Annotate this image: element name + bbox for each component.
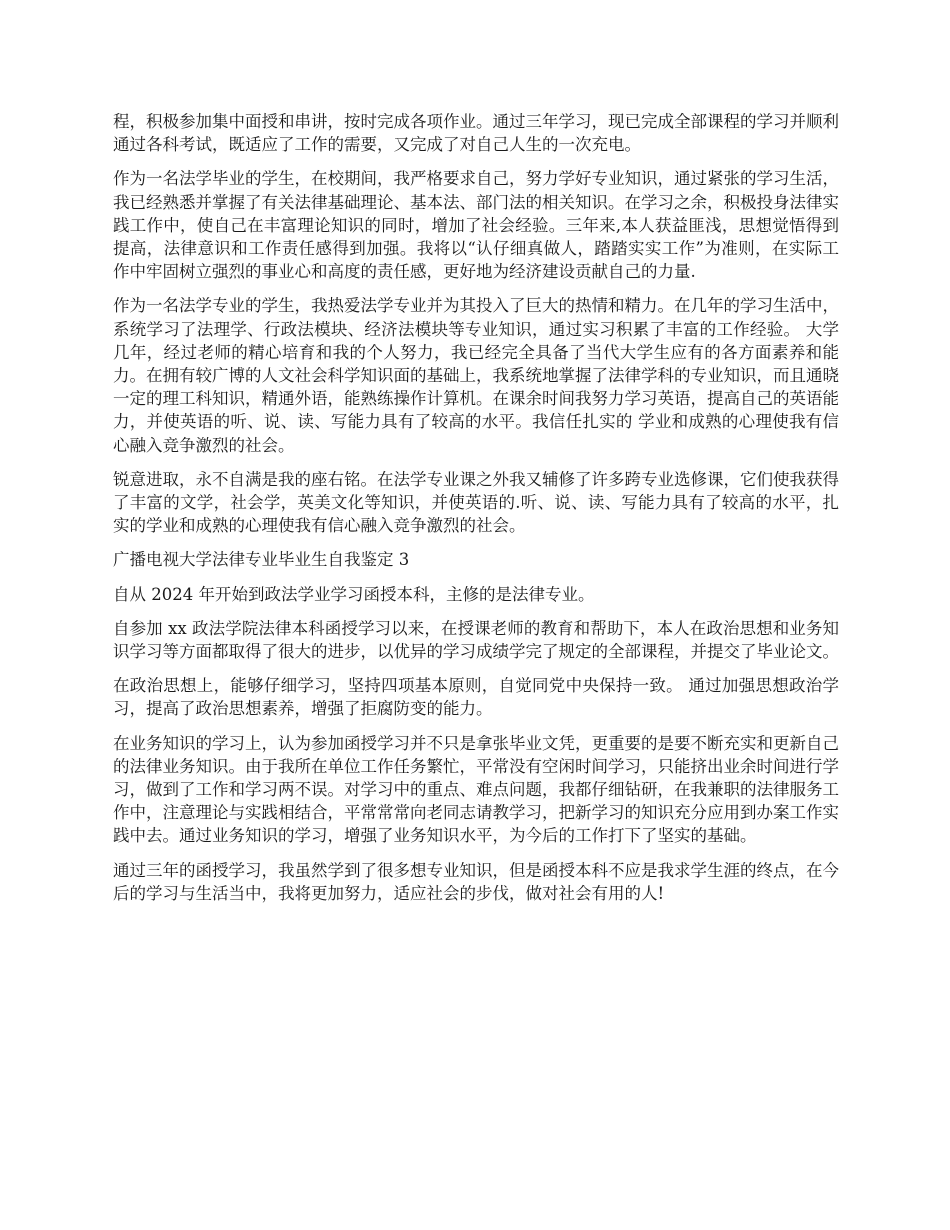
paragraph-8: 在业务知识的学习上，认为参加函授学习并不只是拿张毕业文凭，更重要的是要不断充实和更新自己的法律业务知识。由于我所在单位工作任务繁忙，平常没有空闲时间学习，只能挤出业余时间进行学习，做到了工作和学习两不误。对学习中的重点、难点问题，我都仔细钻研，在我兼职的法律服务工作中，注意理论与实践相结合，平常常常向老同志请教学习，把新学习的知识充分应用到办案工作实践中去。通过业务知识的学习，增强了业务知识水平，为今后的工作打下了坚实的基础。 [113, 733, 839, 846]
paragraph-3: 作为一名法学专业的学生，我热爱法学专业并为其投入了巨大的热情和精力。在几年的学习生活中，系统学习了法理学、行政法模块、经济法模块等专业知识，通过实习积累了丰富的工作经验。 大学几年，经过老师的精心培育和我的个人努力，我已经完全具备了当代大学生应有的各方面素养和能力。在拥有较广博的人文社会科学知识面的基础上，我系统地掌握了法律学科的专业知识，而且通晓一定的理工科知识，精通外语，能熟练操作计算机。在课余时间我努力学习英语，提高自己的英语能力，并使英语的听、说、读、写能力具有了较高的水平。我信任扎实的 学业和成熟的心理使我有信心融入竞争激烈的社会。 [113, 296, 839, 455]
document-body [113, 110, 839, 916]
paragraph-1: 程，积极参加集中面授和串讲，按时完成各项作业。通过三年学习，现已完成全部课程的学习并顺利通过各科考试，既适应了工作的需要，又完成了对自己人生的一次充电。 [113, 112, 839, 155]
paragraph-9: 通过三年的函授学习，我虽然学到了很多想专业知识，但是函授本科不应是我求学生涯的终点，在今后的学习与生活当中，我将更加努力，适应社会的步伐，做对社会有用的人! [113, 860, 839, 903]
paragraph-4: 锐意进取，永不自满是我的座右铭。在法学专业课之外我又辅修了许多跨专业选修课，它们使我获得了丰富的文学，社会学，英美文化等知识，并使英语的.听、说、读、写能力具有了较高的水平，扎实的学业和成熟的心理使我有信心融入竞争激烈的社会。 [113, 469, 839, 536]
paragraph-7: 在政治思想上，能够仔细学习，坚持四项基本原则，自觉同党中央保持一致。 通过加强思想政治学习，提高了政治思想素养，增强了拒腐防变的能力。 [113, 676, 839, 719]
paragraph-6: 自参加 xx 政法学院法律本科函授学习以来，在授课老师的教育和帮助下，本人在政治思想和业务知识学习等方面都取得了很大的进步，以优异的学习成绩学完了规定的全部课程，并提交了毕业论文。 [113, 618, 839, 662]
section-heading: 广播电视大学法律专业毕业生自我鉴定 3 [113, 550, 410, 570]
paragraph-2: 作为一名法学毕业的学生，在校期间，我严格要求自己，努力学好专业知识，通过紧张的学习生活，我已经熟悉并掌握了有关法律基础理论、基本法、部门法的相关知识。在学习之余，积极投身法律实践工作中，使自己在丰富理论知识的同时，增加了社会经验。三年来,本人获益匪浅，思想觉悟得到提高，法律意识和工作责任感得到加强。我将以“认仔细真做人，踏踏实实工作”为准则，在实际工作中牢固树立强烈的事业心和高度的责任感，更好地为经济建设贡献自己的力量. [113, 169, 839, 282]
paragraph-5: 自从 2024 年开始到政法学业学习函授本科，主修的是法律专业。 [113, 584, 595, 604]
